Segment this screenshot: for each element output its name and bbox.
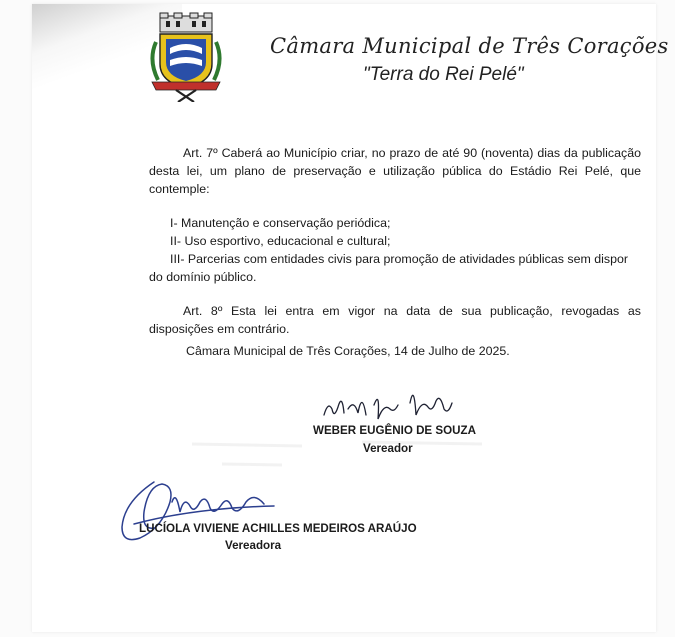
- signatory-role: Vereadora: [225, 539, 282, 552]
- list-item: III- Parcerias com entidades civis para promoção de atividades públicas sem dispor do domínio público.: [149, 252, 628, 284]
- signature-weber-icon: [318, 379, 458, 429]
- signatory-name: WEBER EUGÊNIO DE SOUZA: [313, 424, 476, 437]
- chamber-motto: "Terra do Rei Pelé": [363, 64, 524, 85]
- municipal-crest-icon: [146, 12, 226, 102]
- bleed-through-marks: [182, 434, 542, 474]
- article-8: Art. 8º Esta lei entra em vigor na data de sua publicação, revogadas as disposições em contrário.: [149, 304, 641, 336]
- signatory-name: LUCÍOLA VIVIENE ACHILLES MEDEIROS ARAÚJO: [139, 522, 417, 535]
- signatory-role: Vereador: [363, 442, 413, 455]
- place-and-date: Câmara Municipal de Três Corações, 14 de Julho de 2025.: [186, 344, 510, 358]
- chamber-title: Câmara Municipal de Três Corações: [270, 34, 669, 58]
- document-page: [32, 4, 669, 632]
- article-7-items: [149, 214, 641, 286]
- list-item: II- Uso esportivo, educacional e cultural;: [170, 234, 391, 248]
- article-7: Art. 7º Caberá ao Município criar, no prazo de até 90 (noventa) dias da publicação desta lei, um plano de preservação e utilização pública do Estádio Rei Pelé, que contemple:: [149, 146, 641, 196]
- law-body: [149, 144, 641, 354]
- list-item: I- Manutenção e conservação periódica;: [170, 216, 391, 230]
